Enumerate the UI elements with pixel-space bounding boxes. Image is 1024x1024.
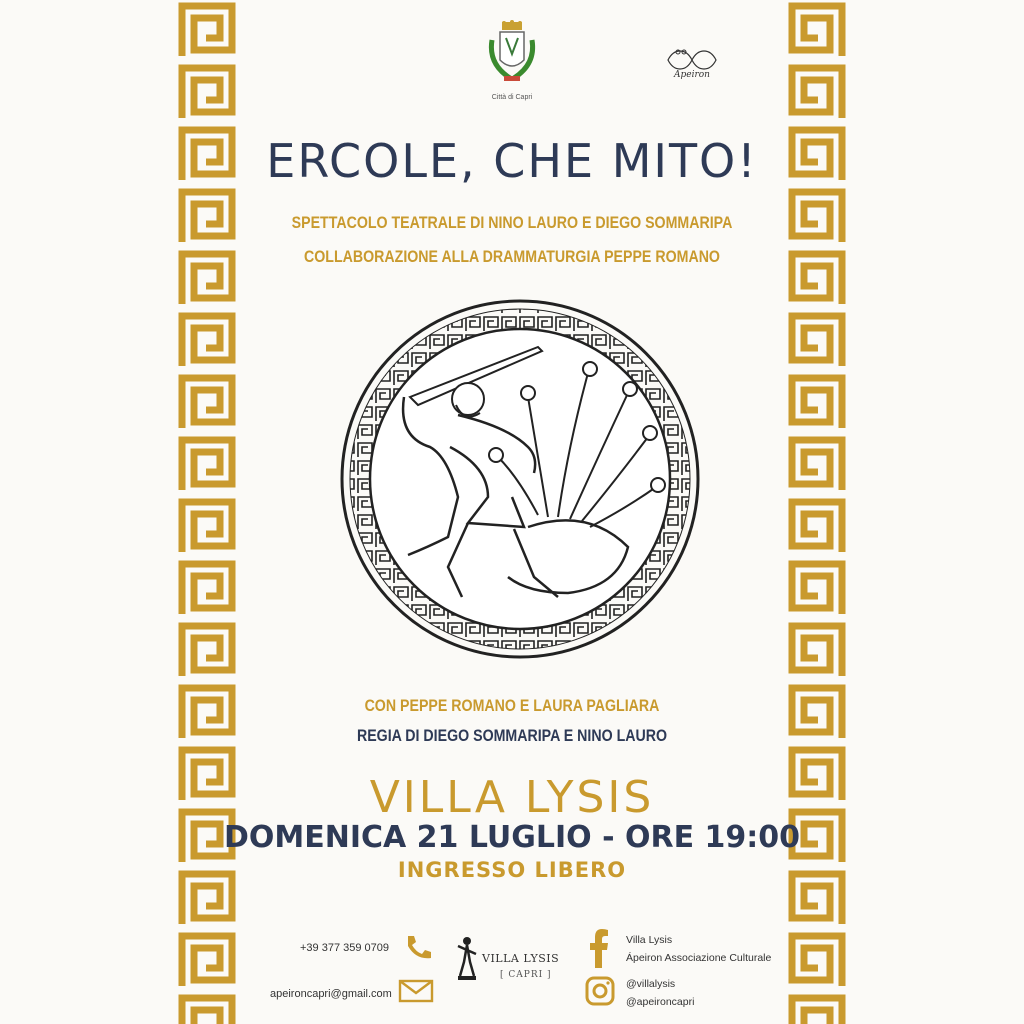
email-address[interactable]: apeironcapri@gmail.com — [270, 988, 392, 1000]
instagram-icon[interactable] — [585, 976, 615, 1006]
facebook-icon[interactable] — [590, 928, 610, 968]
phone-number[interactable]: +39 377 359 0709 — [300, 942, 390, 954]
crest-caption: Città di Capri — [491, 94, 533, 101]
villa-logo-sub: [ CAPRI ] — [500, 970, 552, 980]
cast-line: CON PEPPE ROMANO E LAURA PAGLIARA — [364, 697, 660, 715]
page-title: ERCOLE, CHE MITO! — [266, 134, 758, 188]
event-datetime: DOMENICA 21 LUGLIO - ORE 19:00 — [223, 820, 801, 855]
mail-icon — [398, 978, 434, 1004]
crest-icon — [484, 20, 540, 92]
event-entry: INGRESSO LIBERO — [397, 858, 627, 882]
apeiron-logo-icon — [664, 48, 720, 72]
instagram-line-1[interactable]: @villalysis — [626, 978, 676, 990]
villa-logo-name: VILLA LYSIS — [482, 952, 560, 965]
villa-statue-icon — [456, 936, 478, 982]
phone-icon — [402, 932, 434, 962]
credits-line-1: SPETTACOLO TEATRALE DI NINO LAURO E DIEGO SOMMARIPA — [291, 214, 733, 232]
facebook-line-1[interactable]: Villa Lysis — [626, 934, 673, 946]
hercules-hydra-medallion — [338, 297, 702, 661]
apeiron-logo-text: Apeiron — [674, 70, 710, 80]
credits-line-2: COLLABORAZIONE ALLA DRAMMATURGIA PEPPE ROMANO — [304, 248, 720, 266]
instagram-line-2[interactable]: @apeironcapri — [626, 996, 695, 1008]
facebook-line-2[interactable]: Ápeiron Associazione Culturale — [626, 952, 772, 964]
event-venue: VILLA LYSIS — [369, 772, 655, 823]
direction-line: REGIA DI DIEGO SOMMARIPA E NINO LAURO — [356, 727, 668, 745]
